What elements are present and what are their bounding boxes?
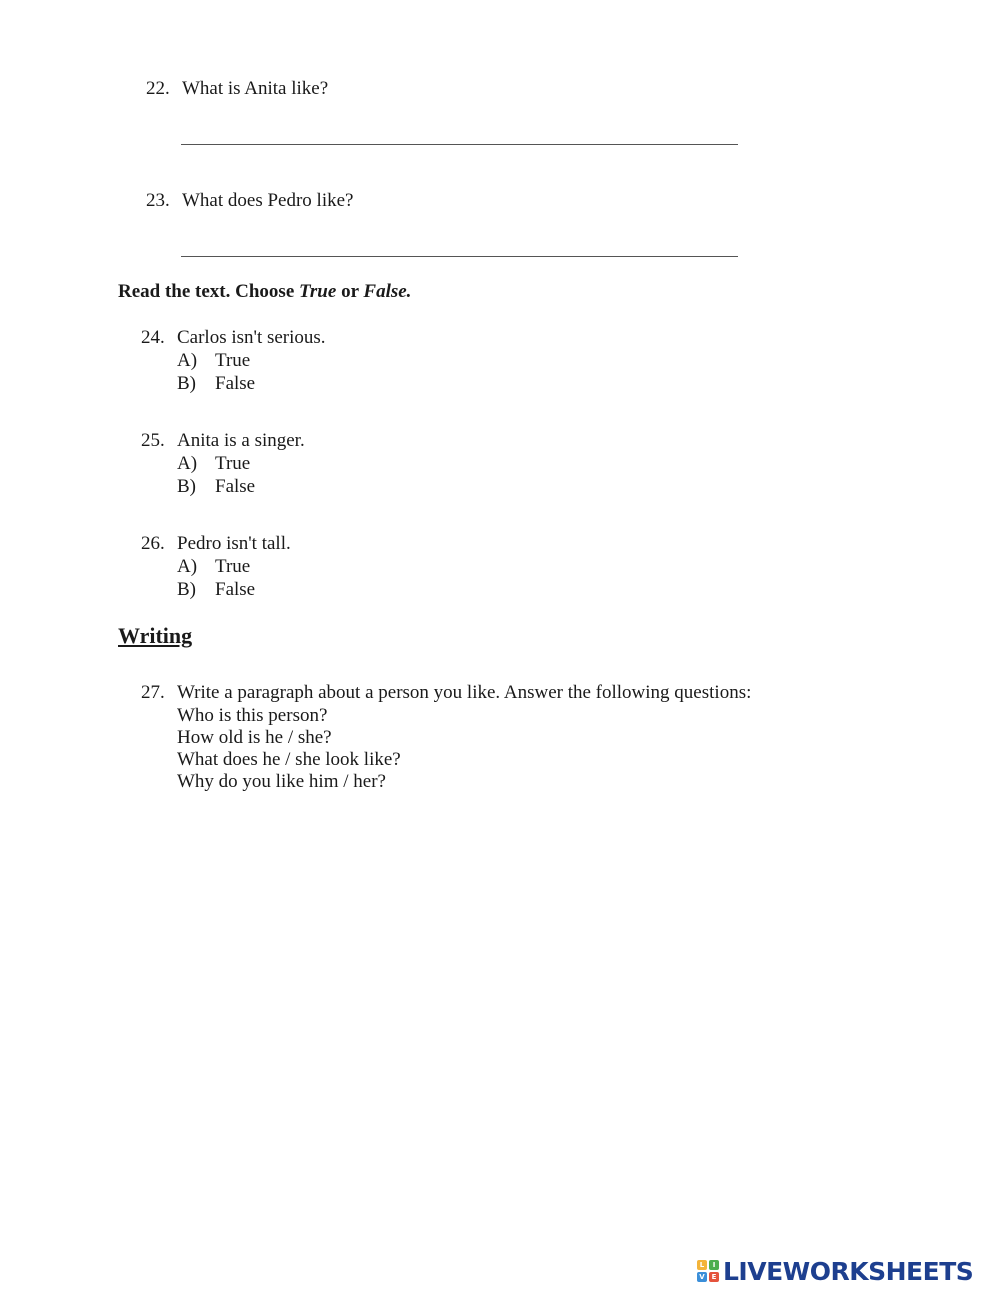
answer-line-22[interactable] (181, 144, 738, 145)
option-true[interactable]: True (215, 350, 251, 371)
logo-blocks-icon (697, 1260, 719, 1282)
option-letter-a[interactable]: A) (177, 556, 198, 577)
option-letter-a[interactable]: A) (177, 350, 198, 371)
answer-line-23[interactable] (181, 256, 738, 257)
instruction-true-false (118, 281, 411, 303)
logo-block: I (709, 1260, 719, 1270)
option-false[interactable]: False (215, 373, 256, 394)
question-text: What is Anita like? (182, 78, 329, 99)
question-text: Anita is a singer. (177, 430, 305, 451)
writing-question: Who is this person? (177, 705, 328, 726)
writing-question: How old is he / she? (177, 727, 332, 748)
question-number: 27. (141, 682, 165, 703)
question-number: 25. (141, 430, 165, 451)
logo-block: L (697, 1260, 707, 1270)
instruction-middle: or (336, 281, 364, 302)
instruction-prefix: Read the text. Choose (118, 281, 300, 302)
option-letter-a[interactable]: A) (177, 453, 198, 474)
liveworksheets-logo (697, 1256, 973, 1286)
brand-name: LIVEWORKSHEETS (723, 1256, 974, 1286)
section-heading-writing: Writing (118, 623, 193, 648)
option-true[interactable]: True (215, 453, 251, 474)
option-false[interactable]: False (215, 476, 256, 497)
writing-question: What does he / she look like? (177, 749, 401, 770)
option-false[interactable]: False (215, 579, 256, 600)
question-number: 22. (146, 78, 170, 99)
question-number: 24. (141, 327, 165, 348)
option-true[interactable]: True (215, 556, 251, 577)
question-text: What does Pedro like? (182, 190, 354, 211)
question-number: 26. (141, 533, 165, 554)
logo-block: V (697, 1272, 707, 1282)
logo-block: E (709, 1272, 719, 1282)
option-letter-b[interactable]: B) (177, 476, 196, 497)
question-number: 23. (146, 190, 170, 211)
writing-question: Why do you like him / her? (177, 771, 386, 792)
option-letter-b[interactable]: B) (177, 373, 196, 394)
option-letter-b[interactable]: B) (177, 579, 196, 600)
writing-prompt: Write a paragraph about a person you like. Answer the following questions: (177, 682, 752, 703)
question-text: Carlos isn't serious. (177, 327, 326, 348)
instruction-true-word: True (299, 281, 337, 302)
question-text: Pedro isn't tall. (177, 533, 291, 554)
instruction-false-word: False. (363, 281, 412, 302)
